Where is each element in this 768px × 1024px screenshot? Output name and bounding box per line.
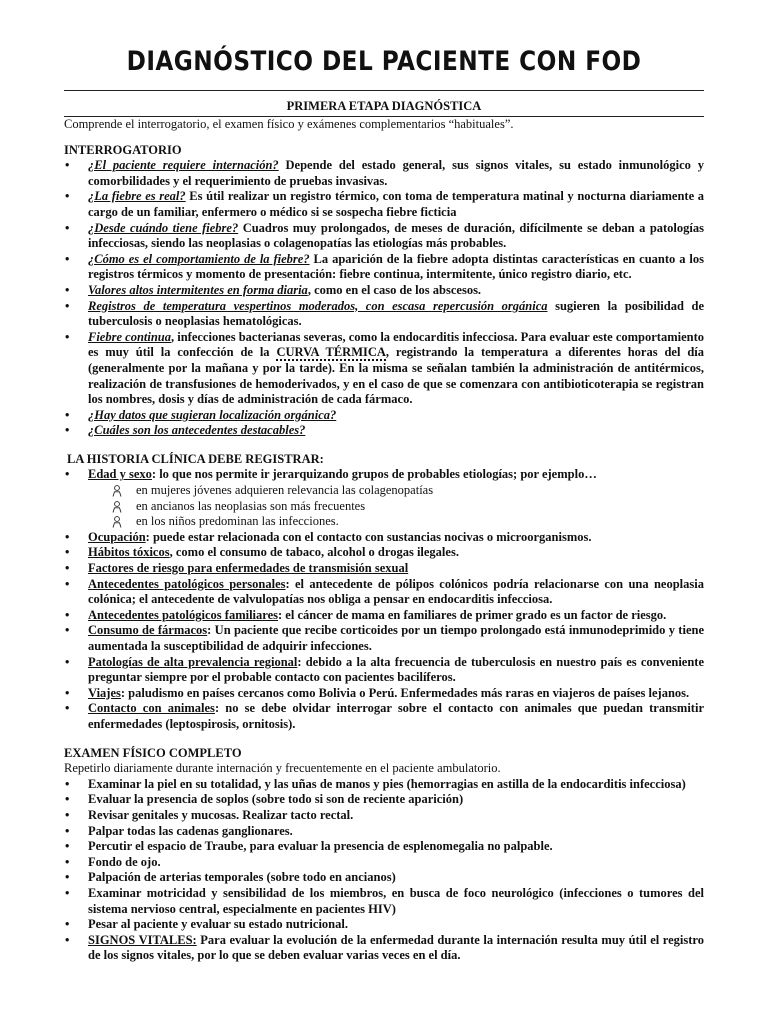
list-item: • ¿Cuáles son los antecedentes destacables?: [64, 423, 704, 439]
list-item: • Fiebre continua, infecciones bacterianas severas, como la endocarditis infecciosa. Para evaluar este comportamiento es muy útil la confección de la CURVA TÉRMICA, registrando la temperatura a diferentes horas del día (generalmente por la mañana y por la tarde). En la misma se señalan también la administración de antitérmicos, realización de transfusiones de hemoderivados, y en el caso de que se comenzara con antibioticoterapia se registran los nombres, dosis y días de administración de cada fármaco.: [64, 330, 704, 408]
person-icon: [112, 501, 122, 513]
list-item: • Viajes: paludismo en países cercanos como Bolivia o Perú. Enfermedades más raras en viajeros de países lejanos.: [64, 686, 704, 702]
list-item: • Registros de temperatura vespertinos moderados, con escasa repercusión orgánica sugieren la posibilidad de tuberculosis o neoplasias hematológicas.: [64, 299, 704, 330]
list-item: • Palpación de arterias temporales (sobre todo en ancianos): [64, 870, 704, 886]
historia-list-continued: [64, 530, 704, 733]
list-item: • Revisar genitales y mucosas. Realizar tacto rectal.: [64, 808, 704, 824]
list-item: • Evaluar la presencia de soplos (sobre todo si son de reciente aparición): [64, 792, 704, 808]
list-item: • Valores altos intermitentes en forma diaria, como en el caso de los abscesos.: [64, 283, 704, 299]
person-icon: [112, 485, 122, 497]
list-item: • Pesar al paciente y evaluar su estado nutricional.: [64, 917, 704, 933]
document-body: [64, 117, 704, 964]
list-item: • Antecedentes patológicos personales: el antecedente de pólipos colónicos podría relacionarse con una neoplasia colónica; el antecedente de valvulopatías nos obliga a pensar en endocarditis infecciosa.: [64, 577, 704, 608]
list-item: • ¿El paciente requiere internación? Depende del estado general, sus signos vitales, su estado inmunológico y comorbilidades y el requerimiento de pruebas invasivas.: [64, 158, 704, 189]
list-item: • Factores de riesgo para enfermedades de transmisión sexual: [64, 561, 704, 577]
stage-intro: Comprende el interrogatorio, el examen físico y exámenes complementarios “habituales”.: [64, 117, 514, 131]
sub-list-item: en mujeres jóvenes adquieren relevancia las colagenopatías: [64, 483, 704, 499]
list-item: • Edad y sexo: lo que nos permite ir jerarquizando grupos de probables etiologías; por ejemplo…: [64, 467, 704, 483]
list-item: • Patologías de alta prevalencia regional: debido a la alta frecuencia de tuberculosis en nuestro país es conveniente preguntar siempre por el probable contacto con pacientes bacilíferos.: [64, 655, 704, 686]
interrogatorio-heading: INTERROGATORIO: [64, 142, 182, 157]
sub-list-item: en los niños predominan las infecciones.: [64, 514, 704, 530]
list-item: • Consumo de fármacos: Un paciente que recibe corticoides por un tiempo prolongado está inmunodeprimido y tiene aumentada la susceptibilidad de adquirir infecciones.: [64, 623, 704, 654]
list-item: • Fondo de ojo.: [64, 855, 704, 871]
stage-heading: PRIMERA ETAPA DIAGNÓSTICA: [286, 99, 482, 113]
list-item: • SIGNOS VITALES: Para evaluar la evolución de la enfermedad durante la internación resulta muy útil el registro de los signos vitales, por lo que se deben evaluar varias veces en el día.: [64, 933, 704, 964]
curva-termica: CURVA TÉRMICA: [276, 345, 386, 360]
list-item: • Percutir el espacio de Traube, para evaluar la presencia de esplenomegalia no palpable.: [64, 839, 704, 855]
examen-list: [64, 777, 704, 964]
list-item: • ¿Desde cuándo tiene fiebre? Cuadros muy prolongados, de meses de duración, difícilmente se deban a patologías infecciosas, siendo las neoplasias o colagenopatías las etiologías más probables.: [64, 221, 704, 252]
list-item: • ¿Cómo es el comportamiento de la fiebre? La aparición de la fiebre adopta distintas características en cuanto a los registros térmicos y momento de presentación: fiebre continua, intermitente, único registro diario, etc.: [64, 252, 704, 283]
list-item: • Examinar la piel en su totalidad, y las uñas de manos y pies (hemorragias en astilla de la endocarditis infecciosa): [64, 777, 704, 793]
top-divider: [64, 90, 704, 91]
list-item: • Antecedentes patológicos familiares: el cáncer de mama en familiares de primer grado es un factor de riesgo.: [64, 608, 704, 624]
age-sub-list: [64, 483, 704, 530]
historia-heading: LA HISTORIA CLÍNICA DEBE REGISTRAR:: [67, 451, 324, 466]
list-item: • Palpar todas las cadenas ganglionares.: [64, 824, 704, 840]
list-item: • ¿La fiebre es real? Es útil realizar un registro térmico, con toma de temperatura matinal y nocturna diariamente a cargo de un familiar, enfermero o médico si se sospecha fiebre ficticia: [64, 189, 704, 220]
examen-heading: EXAMEN FÍSICO COMPLETO: [64, 745, 242, 760]
examen-intro: Repetirlo diariamente durante internación y frecuentemente en el paciente ambulatorio.: [64, 761, 501, 776]
person-icon: [112, 516, 122, 528]
sub-list-item: en ancianos las neoplasias son más frecuentes: [64, 499, 704, 515]
list-item: • Contacto con animales: no se debe olvidar interrogar sobre el contacto con animales que puedan transmitir enfermedades (leptospirosis, ornitosis).: [64, 701, 704, 732]
historia-list: [64, 467, 704, 483]
list-item: • Hábitos tóxicos, como el consumo de tabaco, alcohol o drogas ilegales.: [64, 545, 704, 561]
list-item: • Examinar motricidad y sensibilidad de los miembros, en busca de foco neurológico (infecciones o tumores del sistema nervioso central, especialmente en pacientes HIV): [64, 886, 704, 917]
list-item: • ¿Hay datos que sugieran localización orgánica?: [64, 408, 704, 424]
list-item: • Ocupación: puede estar relacionada con el contacto con sustancias nocivas o microorganismos.: [64, 530, 704, 546]
document-title: DIAGNÓSTICO DEL PACIENTE CON FOD: [126, 46, 642, 77]
interrogatorio-list: [64, 158, 704, 439]
